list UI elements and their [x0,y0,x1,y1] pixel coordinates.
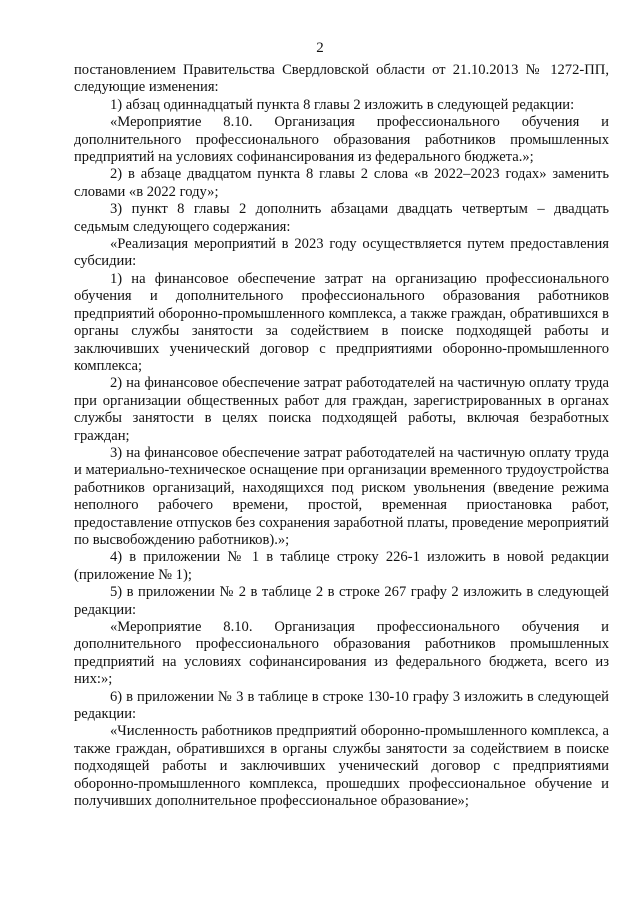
paragraph: 1) абзац одиннадцатый пункта 8 главы 2 изложить в следующей редакции: [110,96,575,113]
paragraph: 3) на финансовое обеспечение затрат работодателей на частичную оплату труда и материально-техническое оснащение при организации временного трудоустройства работников организаций, находящихся под риском увольнения (введение режима неполного рабочего времени, простой, временная приостановка работ, предоставление отпусков без сохранения заработной платы, проведение мероприятий по высвобождению работников).»; [74,444,609,548]
paragraph: «Мероприятие 8.10. Организация профессионального обучения и дополнительного профессионального образования работников промышленных предприятий на условиях софинансирования из федерального бюджета.»; [74,114,609,166]
paragraph: «Численность работников предприятий оборонно-промышленного комплекса, а также граждан, обратившихся в органы службы занятости за содействием в поиске подходящей работы и заключивших ученический договор с предприятиями оборонно-промышленного комплекса, прошедших профессиональное обучение и получивших дополнительное профессиональное образование»; [74,723,609,810]
paragraph: 2) в абзаце двадцатом пункта 8 главы 2 слова «в 2022–2023 годах» заменить словами «в 2022 году»; [74,166,609,200]
paragraph: «Реализация мероприятий в 2023 году осуществляется путем предоставления субсидии: [74,236,609,270]
paragraph: 4) в приложении № 1 в таблице строку 226-1 изложить в новой редакции (приложение № 1); [74,549,609,583]
paragraph: 2) на финансовое обеспечение затрат работодателей на частичную оплату труда при организации общественных работ для граждан, зарегистрированных в органах службы занятости в целях поиска подходящей работы, включая безработных граждан; [74,375,609,444]
paragraph: 3) пункт 8 главы 2 дополнить абзацами двадцать четвертым – двадцать седьмым следующего содержания: [74,201,609,235]
document-body [74,62,609,810]
paragraph: «Мероприятие 8.10. Организация профессионального обучения и дополнительного профессионального образования работников промышленных предприятий на условиях софинансирования из федерального бюджета, всего из них:»; [74,619,609,688]
paragraph: 1) на финансовое обеспечение затрат на организацию профессионального обучения и дополнительного профессионального образования работников предприятий оборонно-промышленного комплекса, а также граждан, обратившихся в органы службы занятости за содействием в поиске подходящей работы и заключивших ученический договор с предприятиями оборонно-промышленного комплекса; [74,270,609,374]
paragraph: 5) в приложении № 2 в таблице 2 в строке 267 графу 2 изложить в следующей редакции: [74,584,609,618]
paragraph: постановлением Правительства Свердловской области от 21.10.2013 № 1272-ПП, следующие изменения: [74,62,609,96]
page-number: 2 [316,40,324,56]
paragraph: 6) в приложении № 3 в таблице в строке 130-10 графу 3 изложить в следующей редакции: [74,688,609,723]
